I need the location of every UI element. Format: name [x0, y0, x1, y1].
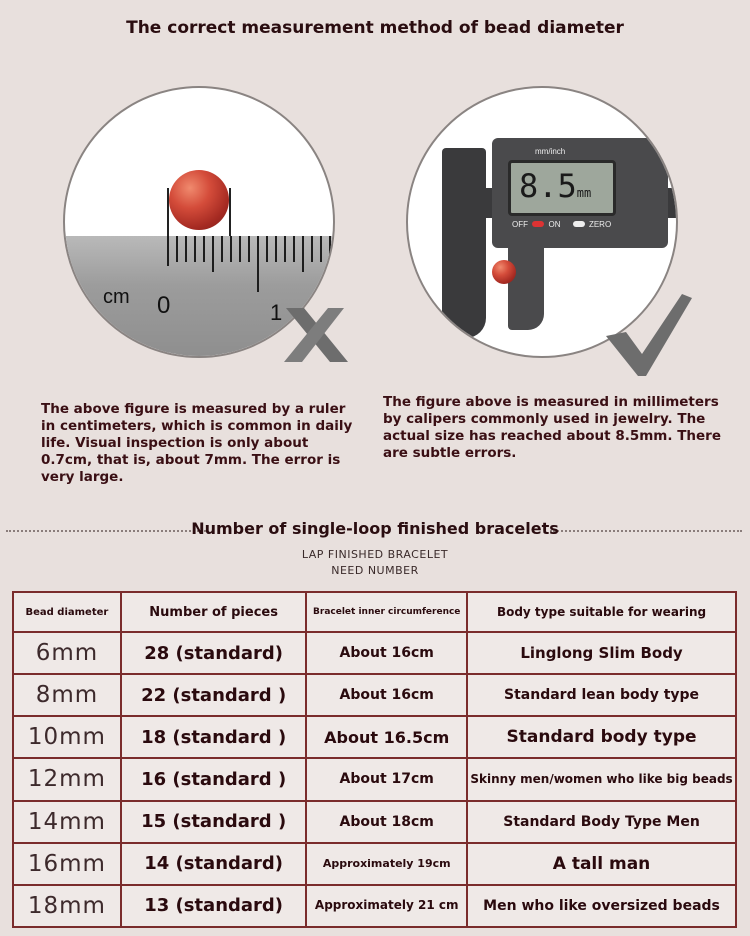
header-body-type: Body type suitable for wearing — [467, 592, 736, 632]
table-row — [13, 758, 736, 800]
zero-button: ZERO — [588, 220, 612, 229]
strawberry-quartz-bead — [169, 170, 229, 230]
cell-diameter: 10mm — [13, 716, 121, 758]
table-row — [13, 716, 736, 758]
header-inner-circumference: Bracelet inner circumference — [306, 592, 467, 632]
cell-body-type: Skinny men/women who like big beads — [467, 758, 736, 800]
header-number-of-pieces: Number of pieces — [121, 592, 307, 632]
cell-body-type: A tall man — [467, 843, 736, 885]
header-bead-diameter: Bead diameter — [13, 592, 121, 632]
cell-body-type: Men who like oversized beads — [467, 885, 736, 927]
ruler-description: The above figure is measured by a ruler in centimeters, which is common in daily life. Visual inspection is only about 0.7cm, that is, about 7mm. The error is very large. — [41, 401, 353, 485]
cross-icon — [280, 304, 352, 366]
cell-body-type: Standard body type — [467, 716, 736, 758]
cell-circumference: About 16.5cm — [306, 716, 467, 758]
table-header-row — [13, 592, 736, 632]
cell-circumference: About 17cm — [306, 758, 467, 800]
caliper-fixed-jaw — [442, 148, 486, 338]
display-value: 8.5 — [519, 167, 577, 205]
cell-circumference: About 16cm — [306, 674, 467, 716]
table-row — [13, 674, 736, 716]
measured-bead — [492, 260, 516, 284]
cell-pieces: 15 (standard ) — [121, 801, 307, 843]
section-title: Number of single-loop finished bracelets — [191, 519, 559, 538]
table-row — [13, 843, 736, 885]
cell-diameter: 8mm — [13, 674, 121, 716]
cell-diameter: 14mm — [13, 801, 121, 843]
on-button: ON — [548, 220, 561, 229]
ruler-one-label: 1 — [270, 300, 283, 325]
caliper-lower-jaw — [508, 238, 544, 330]
section-subtitle — [0, 547, 750, 579]
ruler-zero-label: 0 — [157, 292, 171, 319]
ruler-unit-label: cm — [103, 286, 130, 308]
table-row — [13, 801, 736, 843]
cell-pieces: 13 (standard) — [121, 885, 307, 927]
cell-pieces: 22 (standard ) — [121, 674, 307, 716]
page-title: The correct measurement method of bead diameter — [126, 18, 624, 38]
cell-diameter: 16mm — [13, 843, 121, 885]
bracelet-table — [12, 591, 737, 928]
cell-pieces: 14 (standard) — [121, 843, 307, 885]
cell-body-type: Standard Body Type Men — [467, 801, 736, 843]
cell-body-type: Linglong Slim Body — [467, 632, 736, 674]
cell-diameter: 6mm — [13, 632, 121, 674]
display-header: mm/inch — [535, 147, 566, 156]
cell-body-type: Standard lean body type — [467, 674, 736, 716]
check-icon — [604, 292, 694, 378]
caliper-buttons — [512, 220, 611, 229]
off-button: OFF — [512, 220, 528, 229]
guide-line-right — [229, 188, 231, 238]
cell-circumference: Approximately 21 cm — [306, 885, 467, 927]
guide-line-left — [167, 188, 169, 238]
cell-diameter: 12mm — [13, 758, 121, 800]
cell-pieces: 16 (standard ) — [121, 758, 307, 800]
cell-circumference: Approximately 19cm — [306, 843, 467, 885]
cell-circumference: About 16cm — [306, 632, 467, 674]
cell-diameter: 18mm — [13, 885, 121, 927]
caliper-description: The figure above is measured in millimeters by calipers commonly used in jewelry. The actual size has reached about 8.5mm. There are subtle errors. — [383, 394, 721, 461]
cell-pieces: 18 (standard ) — [121, 716, 307, 758]
table-row — [13, 885, 736, 927]
subtitle-line-1: LAP FINISHED BRACELET — [301, 548, 449, 561]
table-row — [13, 632, 736, 674]
caliper-display — [508, 147, 616, 216]
subtitle-line-2: NEED NUMBER — [331, 564, 419, 577]
cell-circumference: About 18cm — [306, 801, 467, 843]
cell-pieces: 28 (standard) — [121, 632, 307, 674]
display-unit: mm — [576, 186, 592, 200]
